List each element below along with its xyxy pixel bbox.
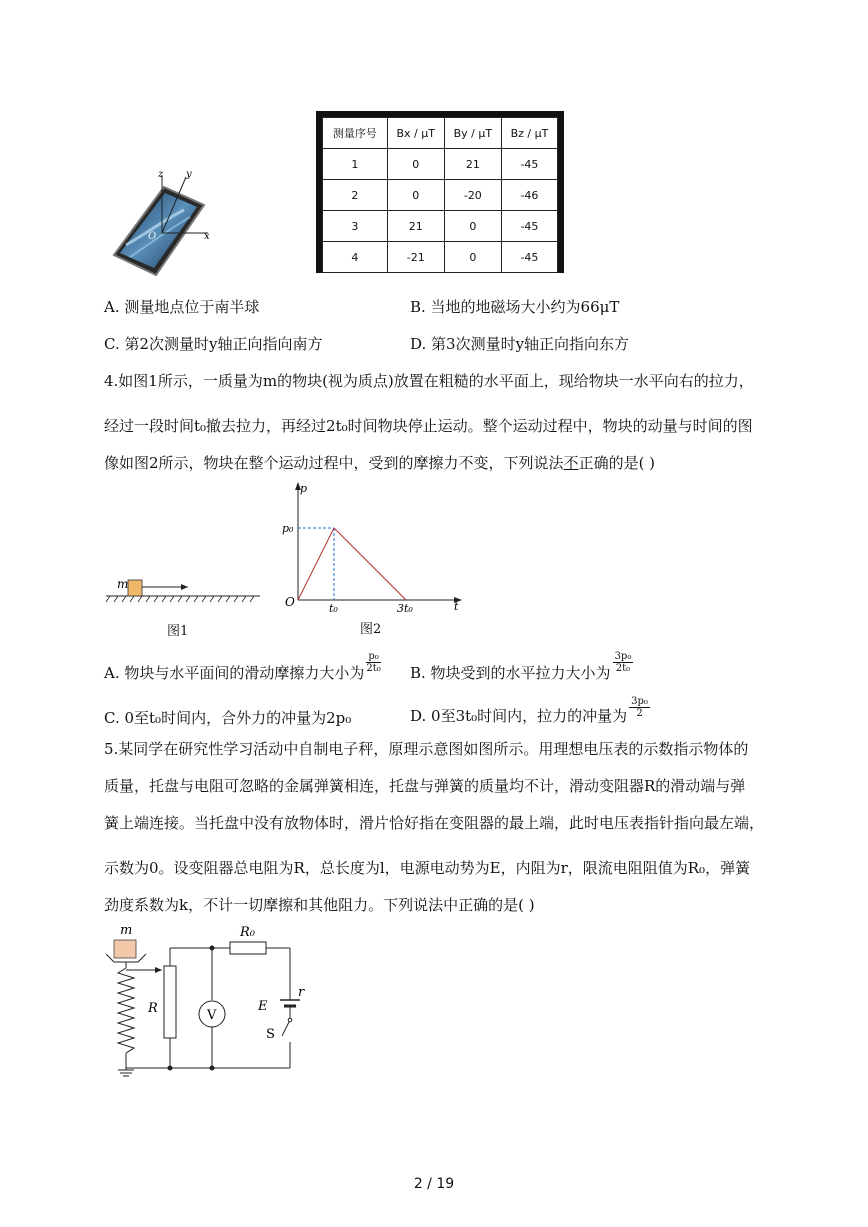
table-cell: 1: [323, 149, 388, 180]
phone-body: [114, 187, 204, 275]
q5-line-2: 质量，托盘与电阻可忽略的金属弹簧相连，托盘与弹簧的质量均不计，滑动变阻器R的滑动端与弹: [104, 777, 746, 795]
table-row: [323, 180, 558, 211]
table-cell: 0: [444, 211, 501, 242]
q4-line-1: 4.如图1所示，一质量为m的物块(视为质点)放置在粗糙的水平面上，现给物块一水平向右的拉力，: [104, 372, 754, 390]
q3-option-b: B. 当地的地磁场大小约为66μT: [410, 298, 620, 316]
table-header: Bz / μT: [501, 118, 557, 149]
origin-label: O: [285, 595, 295, 609]
rheostat-label: R: [148, 1001, 158, 1016]
q4-line-3-text: 像如图2所示，物块在整个运动过程中，受到的摩擦力不变，下列说法: [104, 454, 564, 472]
q4-option-b-text: B. 物块受到的水平拉力大小为: [410, 664, 611, 682]
table-header: By / μT: [444, 118, 501, 149]
page-number: 2 / 19: [413, 1176, 455, 1192]
spring: [118, 968, 134, 1053]
q4-option-a-text: A. 物块与水平面间的滑动摩擦力大小为: [104, 664, 365, 682]
table-cell: 21: [387, 211, 444, 242]
q4-option-a: [104, 650, 381, 686]
table-cell: -45: [501, 242, 557, 273]
q4-option-d: [410, 695, 650, 729]
axis-y-label: y: [186, 169, 192, 180]
origin-label: O: [148, 231, 157, 242]
mass-block: [114, 940, 136, 958]
table-cell: -21: [387, 242, 444, 273]
q4-option-d-text: D. 0至3t₀时间内，拉力的冲量为: [410, 707, 628, 725]
table-cell: -20: [444, 180, 501, 211]
q5-line-4: 示数为0。设变阻器总电阻为R，总长度为l，电源电动势为E，内阻为r，限流电阻阻值为R₀，弹簧: [104, 859, 751, 877]
figure-1-caption: 图1: [167, 624, 189, 639]
q4-line-2: 经过一段时间t₀撤去拉力，再经过2t₀时间物块停止运动。整个运动过程中，物块的动量与时间的图: [104, 417, 753, 435]
table-cell: 3: [323, 211, 388, 242]
switch-label: S: [266, 1027, 275, 1042]
q3-option-d: D. 第3次测量时y轴正向指向东方: [410, 335, 630, 353]
table-row: [323, 211, 558, 242]
numerator: 3p₀: [631, 695, 648, 707]
numerator: 3p₀: [614, 650, 632, 662]
voltmeter-label: V: [207, 1008, 217, 1023]
table-cell: -46: [501, 180, 557, 211]
rheostat-r: [164, 966, 176, 1038]
q4-line-3: [104, 452, 655, 473]
axis-p-label: p: [300, 482, 308, 495]
numerator: p₀: [368, 650, 379, 662]
p0-label: p₀: [282, 522, 294, 535]
circuit-diagram: [100, 920, 310, 1080]
measurement-table: [322, 117, 558, 273]
q3-option-c: C. 第2次测量时y轴正向指向南方: [104, 335, 323, 353]
table-cell: -45: [501, 211, 557, 242]
table-row: [323, 149, 558, 180]
table-cell: -45: [501, 149, 557, 180]
table-cell: 4: [323, 242, 388, 273]
table-cell: 0: [387, 180, 444, 211]
table-row: [323, 242, 558, 273]
q4-option-b: [410, 650, 633, 686]
table-cell: 21: [444, 149, 501, 180]
denominator: 2t₀: [366, 662, 381, 674]
emf-label: E: [258, 999, 268, 1014]
figure-2-graph: [276, 478, 466, 618]
q4-line-3-tail: 正确的是( ): [578, 454, 656, 472]
t0-label: t₀: [329, 602, 338, 615]
q3-option-a: A. 测量地点位于南半球: [104, 298, 260, 316]
r0-label: R₀: [240, 925, 255, 940]
axis-x-label: x: [204, 231, 210, 242]
internal-r-label: r: [298, 985, 305, 1000]
table-cell: 2: [323, 180, 388, 211]
table-header-row: [323, 118, 558, 149]
denominator: 2: [636, 707, 643, 719]
table-header: Bx / μT: [387, 118, 444, 149]
q5-line-5: 劲度系数为k，不计一切摩擦和其他阻力。下列说法中正确的是( ): [104, 896, 535, 914]
q5-line-3: 簧上端连接。当托盘中没有放物体时，滑片恰好指在变阻器的最上端，此时电压表指针指向最左端，: [104, 814, 765, 832]
force-arrow: [181, 584, 188, 590]
q4-emphasis-not: 不: [563, 454, 579, 472]
measurement-table-frame: [316, 111, 564, 273]
table-header: 测量序号: [323, 118, 388, 149]
axis-t-label: t: [454, 600, 459, 613]
axis-z-label: z: [158, 169, 164, 180]
mass-label: m: [120, 923, 133, 938]
phone-figure: [104, 165, 214, 280]
table-cell: 0: [444, 242, 501, 273]
denominator: 2t₀: [615, 662, 631, 674]
q4-option-c: C. 0至t₀时间内，合外力的冲量为2p₀: [104, 709, 352, 727]
table-cell: 0: [387, 149, 444, 180]
resistor-r0: [230, 942, 266, 954]
mass-label: m: [117, 577, 129, 591]
block: [128, 580, 142, 596]
3t0-label: 3t₀: [397, 602, 413, 615]
fraction: [366, 651, 380, 674]
q5-line-1: 5.某同学在研究性学习活动中自制电子秤，原理示意图如图所示。用理想电压表的示数指示物体的: [104, 740, 749, 758]
fraction: [629, 696, 650, 719]
fraction: [613, 651, 634, 674]
figure-2-caption: 图2: [360, 622, 382, 637]
